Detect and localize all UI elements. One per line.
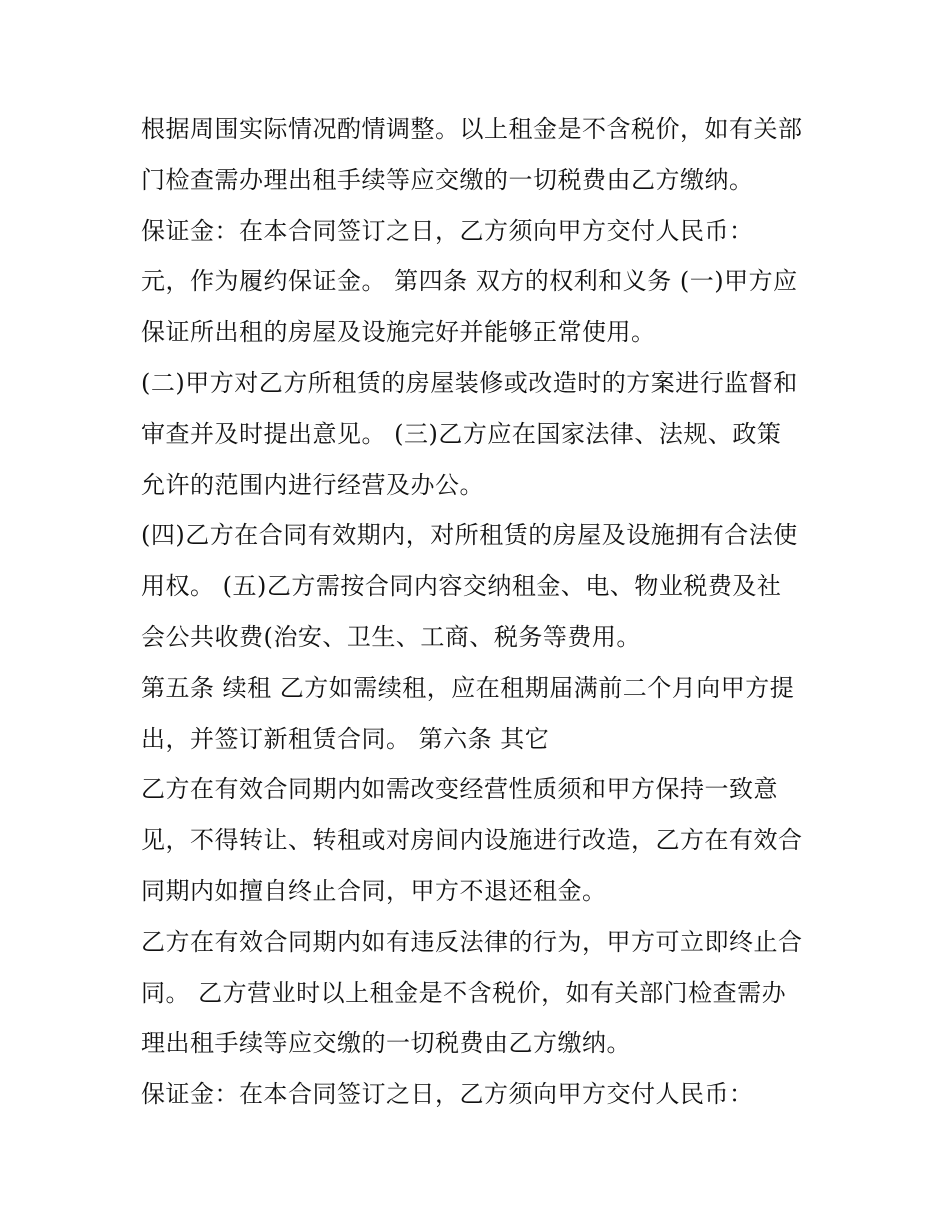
text-line: 用权。 (五)乙方需按合同内容交纳租金、电、物业税费及社	[141, 572, 782, 601]
text-line: 乙方在有效合同期内如需改变经营性质须和甲方保持一致意	[141, 775, 778, 804]
text-line: 审查并及时提出意见。 (三)乙方应在国家法律、法规、政策	[141, 419, 782, 448]
text-line: 第五条 续租 乙方如需续租，应在租期届满前二个月向甲方提	[141, 673, 795, 702]
text-line: 见，不得转让、转租或对房间内设施进行改造，乙方在有效合	[141, 826, 803, 855]
text-line: 允许的范围内进行经营及办公。	[141, 470, 484, 499]
text-line: 保证金：在本合同签订之日，乙方须向甲方交付人民币：	[141, 216, 754, 245]
text-line: 根据周围实际情况酌情调整。以上租金是不含税价，如有关部	[141, 115, 803, 143]
text-line: 出，并签订新租赁合同。 第六条 其它	[141, 724, 550, 753]
text-line: 理出租手续等应交缴的一切税费由乙方缴纳。	[141, 1029, 631, 1058]
text-line: 保证所出租的房屋及设施完好并能够正常使用。	[141, 318, 656, 347]
text-line: 保证金：在本合同签订之日，乙方须向甲方交付人民币：	[141, 1080, 754, 1109]
contract-text	[141, 104, 821, 1120]
text-line: 乙方在有效合同期内如有违反法律的行为，甲方可立即终止合	[141, 927, 803, 956]
text-line: 同。 乙方营业时以上租金是不含税价，如有关部门检查需办	[141, 978, 787, 1007]
text-line: 门检查需办理出租手续等应交缴的一切税费由乙方缴纳。	[141, 165, 754, 194]
text-line: (四)乙方在合同有效期内，对所租赁的房屋及设施拥有合法使	[141, 521, 798, 550]
text-line: 同期内如擅自终止合同，甲方不退还租金。	[141, 876, 607, 905]
text-line: 元，作为履约保证金。 第四条 双方的权利和义务 (一)甲方应	[141, 267, 798, 296]
text-line: 会公共收费(治安、卫生、工商、税务等费用。	[141, 622, 641, 651]
text-line: (二)甲方对乙方所租赁的房屋装修或改造时的方案进行监督和	[141, 368, 798, 397]
